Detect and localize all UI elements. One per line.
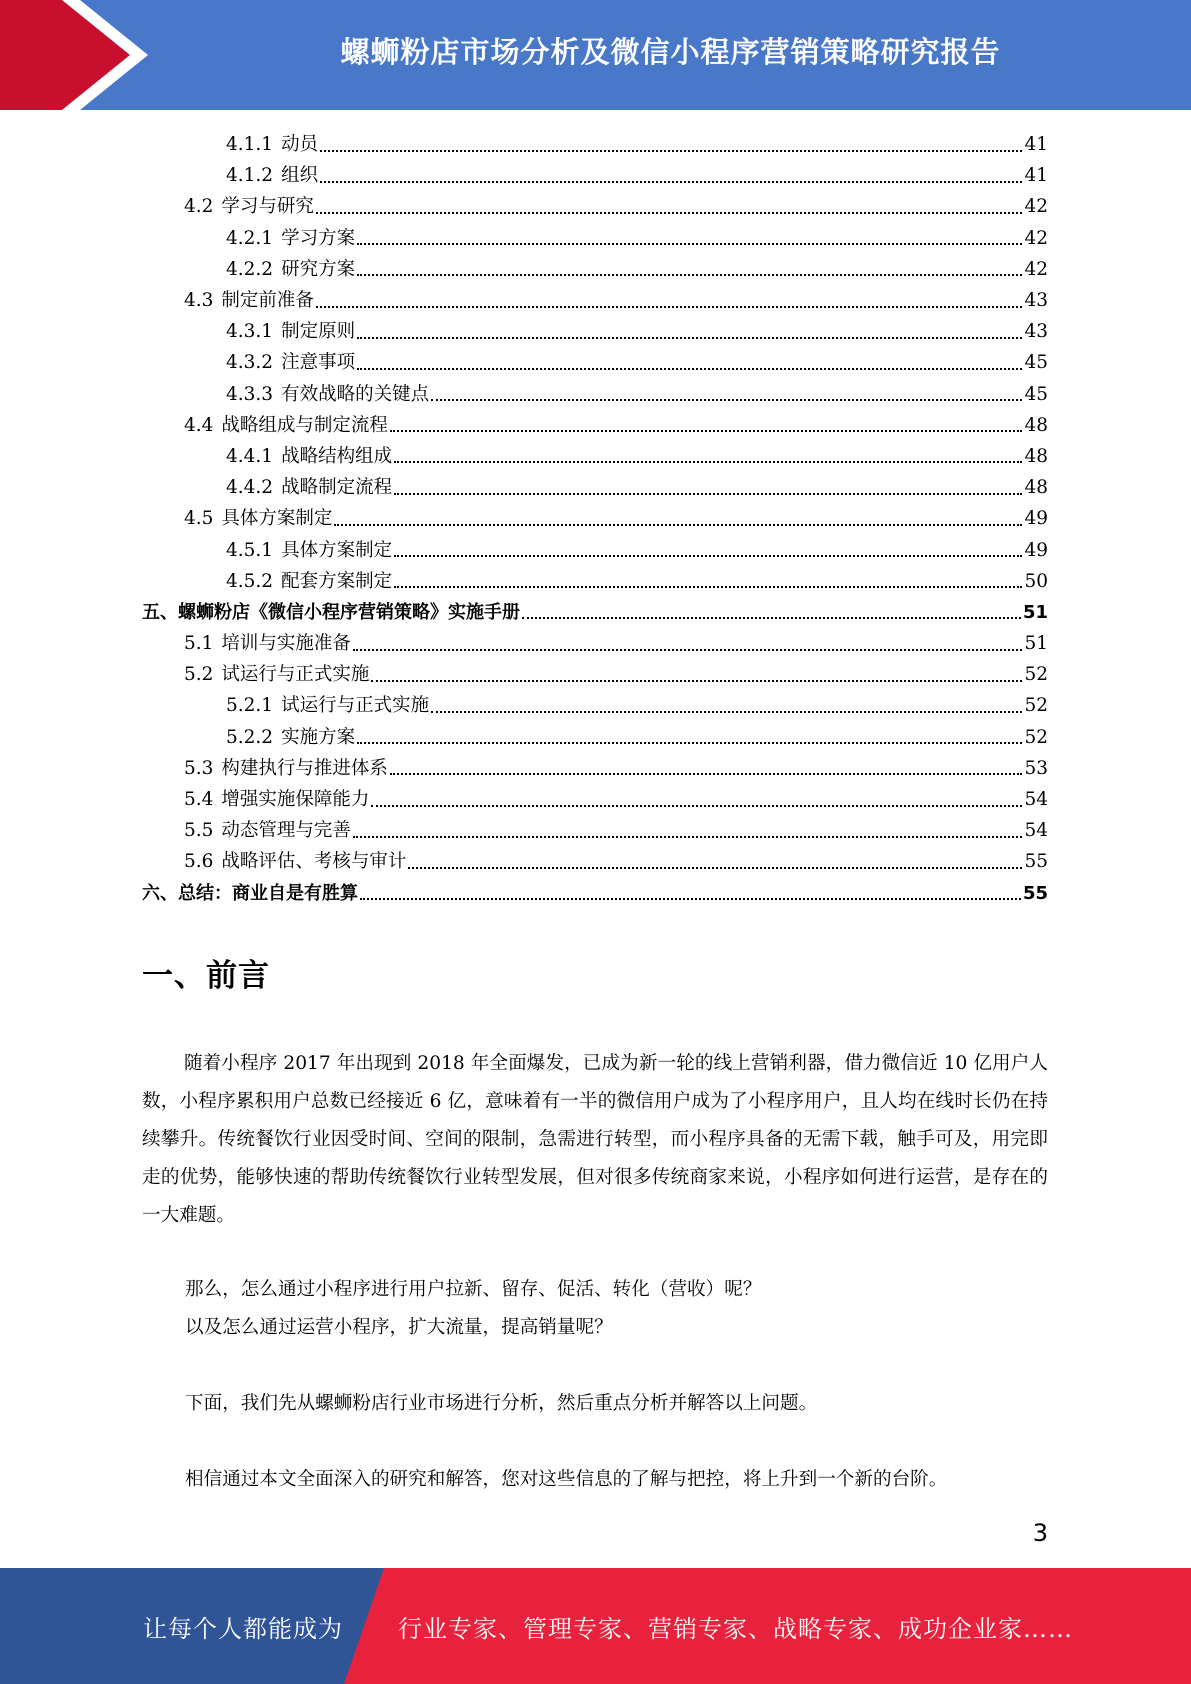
- toc-entry-title: 学习方案: [281, 227, 356, 249]
- toc-entry[interactable]: [142, 753, 1048, 784]
- toc-entry[interactable]: [142, 316, 1048, 347]
- toc-leader-dots: [371, 680, 1022, 682]
- toc-leader-dots: [394, 461, 1022, 463]
- toc-entry-number: 4.3: [184, 290, 214, 312]
- toc-entry-page: 55: [1024, 851, 1048, 873]
- toc-entry-page: 43: [1024, 290, 1048, 312]
- toc-leader-dots: [334, 524, 1022, 526]
- toc-entry-page: 54: [1024, 789, 1048, 811]
- toc-entry-number: 4.1.2: [226, 165, 274, 187]
- toc-entry-number: 4.2.1: [226, 227, 274, 249]
- toc-entry-title: 具体方案制定: [221, 508, 333, 530]
- toc-entry[interactable]: [142, 534, 1048, 565]
- toc-leader-dots: [408, 867, 1022, 869]
- toc-entry-page: 42: [1024, 227, 1048, 249]
- question-line-1: 那么，怎么通过小程序进行用户拉新、留存、促活、转化（营收）呢？: [185, 1279, 762, 1300]
- toc-entry-page: 48: [1024, 414, 1048, 436]
- toc-leader-dots: [353, 649, 1023, 651]
- toc-leader-dots: [353, 836, 1023, 838]
- footer-slogan-right: 行业专家、管理专家、营销专家、战略专家、成功企业家……: [398, 1614, 1073, 1643]
- toc-entry-number: 4.5.1: [226, 539, 274, 561]
- toc-entry[interactable]: [142, 285, 1048, 316]
- toc-leader-dots: [431, 399, 1022, 401]
- toc-entry-number: 4.4: [184, 414, 214, 436]
- toc-leader-dots: [357, 243, 1022, 245]
- toc-entry-title: 战略制定流程: [281, 477, 393, 499]
- toc-entry-title: 螺蛳粉店《微信小程序营销策略》实施手册: [178, 601, 520, 623]
- toc-entry-page: 42: [1024, 196, 1048, 218]
- toc-entry-number: 4.5: [184, 508, 214, 530]
- toc-entry-number: 5.1: [184, 633, 214, 655]
- toc-entry-page: 51: [1022, 601, 1048, 623]
- toc-entry-number: 4.3.2: [226, 352, 274, 374]
- toc-leader-dots: [394, 555, 1022, 557]
- toc-entry-title: 制定前准备: [221, 290, 314, 312]
- toc-entry-title: 增强实施保障能力: [221, 789, 370, 811]
- toc-entry-page: 52: [1024, 726, 1048, 748]
- toc-entry[interactable]: [142, 160, 1048, 191]
- toc-entry-title: 研究方案: [281, 258, 356, 280]
- toc-entry-page: 51: [1024, 633, 1048, 655]
- toc-entry[interactable]: [142, 129, 1048, 160]
- toc-entry-title: 动态管理与完善: [221, 820, 351, 842]
- toc-entry-page: 43: [1024, 321, 1048, 343]
- table-of-contents: [142, 129, 1048, 909]
- toc-entry-page: 50: [1024, 570, 1048, 592]
- toc-entry-number: 5.2.2: [226, 726, 274, 748]
- toc-entry[interactable]: [142, 815, 1048, 846]
- toc-entry-title: 试运行与正式实施: [221, 664, 370, 686]
- toc-entry-number: 4.4.1: [226, 445, 274, 467]
- toc-entry-page: 45: [1024, 352, 1048, 374]
- toc-entry-page: 52: [1024, 695, 1048, 717]
- toc-entry[interactable]: [142, 690, 1048, 721]
- section-heading: 一、前言: [142, 958, 270, 994]
- toc-chapter-entry[interactable]: [142, 597, 1048, 628]
- intro-paragraph: 随着小程序 2017 年出现到 2018 年全面爆发，已成为新一轮的线上营销利器，借力微信近 10 亿用户人数，小程序累积用户总数已经接近 6 亿，意味着有一半的微信用户成为了小程序用户，且人均在线时长仍在持续攀升。传统餐饮行业因受时间、空间的限制，急需进行转型，而小程序具备的无需下载，触手可及，用完即走的优势，能够快速的帮助传统餐饮行业转型发展，但对很多传统商家来说，小程序如何进行运营，是存在的一大难题。: [142, 1053, 1048, 1226]
- toc-entry-page: 52: [1024, 664, 1048, 686]
- toc-entry-title: 制定原则: [281, 321, 356, 343]
- page-number: 3: [1032, 1519, 1048, 1547]
- toc-entry-page: 41: [1024, 134, 1048, 156]
- toc-leader-dots: [522, 617, 1021, 619]
- toc-leader-dots: [357, 742, 1022, 744]
- toc-leader-dots: [390, 773, 1023, 775]
- toc-leader-dots: [316, 306, 1023, 308]
- toc-leader-dots: [360, 898, 1021, 900]
- toc-entry-title: 动员: [281, 134, 319, 156]
- toc-entry[interactable]: [142, 628, 1048, 659]
- toc-leader-dots: [431, 711, 1022, 713]
- toc-entry-number: 4.3.1: [226, 321, 274, 343]
- toc-leader-dots: [357, 274, 1022, 276]
- toc-leader-dots: [357, 337, 1022, 339]
- question-line-2: 以及怎么通过运营小程序，扩大流量，提高销量呢？: [185, 1317, 613, 1338]
- toc-entry-title: 总结：商业自是有胜算: [178, 882, 358, 904]
- toc-entry[interactable]: [142, 410, 1048, 441]
- toc-leader-dots: [357, 368, 1022, 370]
- toc-entry-page: 54: [1024, 820, 1048, 842]
- toc-leader-dots: [394, 493, 1022, 495]
- page-footer: [0, 1568, 1191, 1684]
- toc-entry-page: 48: [1024, 477, 1048, 499]
- toc-entry-title: 试运行与正式实施: [281, 695, 430, 717]
- toc-entry-page: 48: [1024, 445, 1048, 467]
- footer-slogan-left: 让每个人都能成为: [143, 1614, 343, 1643]
- toc-entry-page: 53: [1024, 757, 1048, 779]
- analysis-line: 下面，我们先从螺蛳粉店行业市场进行分析，然后重点分析并解答以上问题。: [185, 1393, 818, 1414]
- toc-entry-number: 4.4.2: [226, 477, 274, 499]
- toc-entry[interactable]: [142, 379, 1048, 410]
- toc-entry-title: 战略组成与制定流程: [221, 414, 388, 436]
- toc-entry-number: 5.3: [184, 757, 214, 779]
- toc-entry[interactable]: [142, 472, 1048, 503]
- toc-entry-title: 实施方案: [281, 726, 356, 748]
- toc-entry-number: 5.2.1: [226, 695, 274, 717]
- toc-leader-dots: [394, 586, 1022, 588]
- toc-entry-title: 构建执行与推进体系: [221, 757, 388, 779]
- toc-entry-title: 具体方案制定: [281, 539, 393, 561]
- header-chevron-icon: [0, 0, 160, 110]
- toc-entry-title: 培训与实施准备: [221, 633, 351, 655]
- report-title: 螺蛳粉店市场分析及微信小程序营销策略研究报告: [340, 34, 1001, 69]
- toc-entry-number: 4.2.2: [226, 258, 274, 280]
- toc-entry-number: 4.2: [184, 196, 214, 218]
- toc-leader-dots: [316, 212, 1023, 214]
- toc-entry-title: 配套方案制定: [281, 570, 393, 592]
- closing-line: 相信通过本文全面深入的研究和解答，您对这些信息的了解与把控，将上升到一个新的台阶。: [185, 1469, 948, 1490]
- toc-entry-page: 42: [1024, 258, 1048, 280]
- toc-entry[interactable]: [142, 223, 1048, 254]
- toc-entry[interactable]: [142, 784, 1048, 815]
- toc-entry-number: 4.5.2: [226, 570, 274, 592]
- toc-entry[interactable]: [142, 347, 1048, 378]
- toc-entry[interactable]: [142, 846, 1048, 877]
- toc-entry-number: 5.5: [184, 820, 214, 842]
- toc-chapter-entry[interactable]: [142, 878, 1048, 909]
- toc-entry[interactable]: [142, 441, 1048, 472]
- toc-entry[interactable]: [142, 191, 1048, 222]
- toc-entry[interactable]: [142, 503, 1048, 534]
- toc-leader-dots: [371, 805, 1022, 807]
- toc-entry-number: 六、: [142, 882, 178, 904]
- toc-entry[interactable]: [142, 659, 1048, 690]
- page-header: [0, 0, 1191, 110]
- toc-entry-number: 4.1.1: [226, 134, 274, 156]
- toc-entry-number: 五、: [142, 601, 178, 623]
- toc-leader-dots: [320, 150, 1022, 152]
- toc-entry-number: 4.3.3: [226, 383, 274, 405]
- toc-entry-title: 注意事项: [281, 352, 356, 374]
- toc-entry[interactable]: [142, 566, 1048, 597]
- toc-leader-dots: [390, 430, 1023, 432]
- toc-entry-page: 55: [1022, 882, 1048, 904]
- toc-entry-title: 战略结构组成: [281, 445, 393, 467]
- toc-entry-title: 战略评估、考核与审计: [221, 851, 407, 873]
- toc-entry-title: 学习与研究: [221, 196, 314, 218]
- toc-entry-page: 45: [1024, 383, 1048, 405]
- toc-entry-number: 5.6: [184, 851, 214, 873]
- toc-entry-number: 5.4: [184, 789, 214, 811]
- toc-entry-number: 5.2: [184, 664, 214, 686]
- toc-entry-title: 组织: [281, 165, 319, 187]
- toc-entry-title: 有效战略的关键点: [281, 383, 430, 405]
- toc-entry[interactable]: [142, 254, 1048, 285]
- toc-entry-page: 49: [1024, 539, 1048, 561]
- toc-entry-page: 49: [1024, 508, 1048, 530]
- toc-entry[interactable]: [142, 722, 1048, 753]
- toc-entry-page: 41: [1024, 165, 1048, 187]
- toc-leader-dots: [320, 181, 1022, 183]
